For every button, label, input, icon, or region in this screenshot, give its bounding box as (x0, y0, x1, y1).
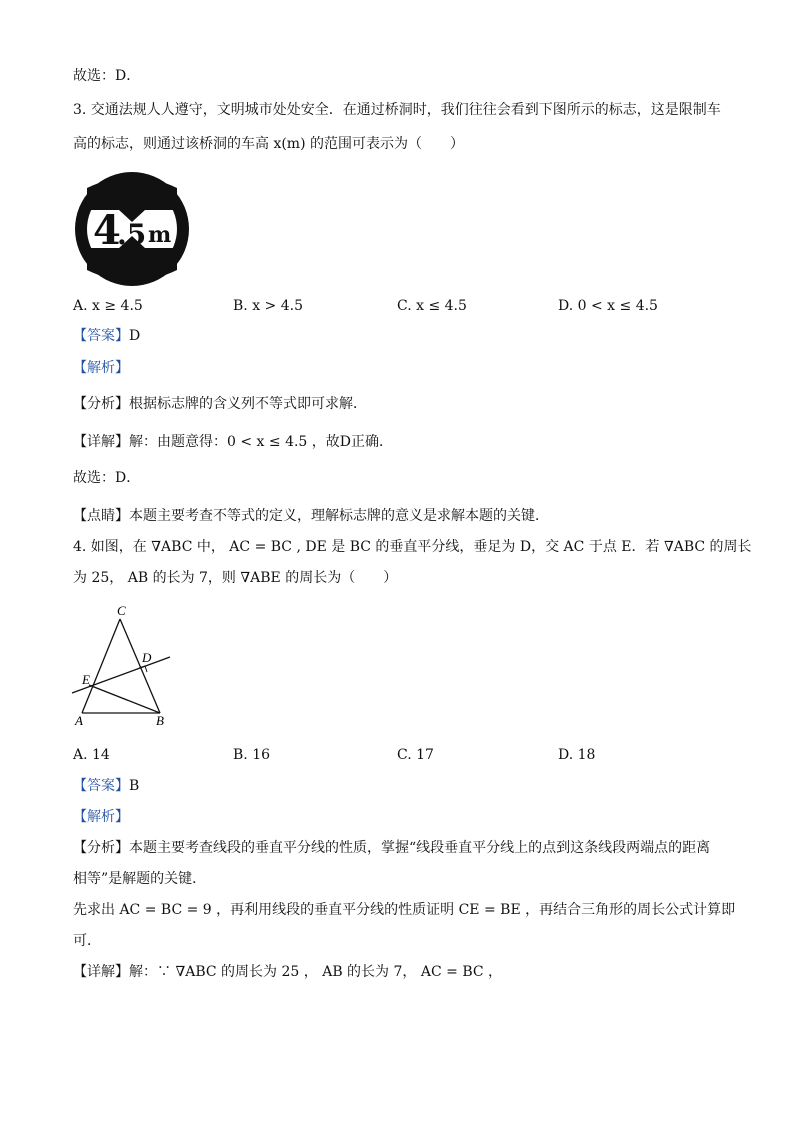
q4-stem-line2: 为 25， AB 的长为 7，则 ∇ABE 的周长为（ ） (73, 570, 398, 586)
q3-choose-line: 故选：D． (73, 470, 141, 486)
q3-fenxi-row (73, 394, 367, 414)
label-b: B (156, 713, 164, 728)
triangle-figure (70, 603, 178, 728)
q3-answer-value: D (129, 328, 141, 344)
q4-method-line1: 先求出 AC = BC = 9 ，再利用线段的垂直平分线的性质证明 CE = BE ，再结合三角形的周长公式计算即 (73, 902, 736, 918)
q3-analysis-row (73, 358, 129, 378)
q3-detail-row (73, 432, 393, 452)
segment-ca (82, 619, 120, 713)
label-c: C (117, 603, 126, 618)
q3-stem-line1: 3. 交通法规人人遵守，文明城市处处安全．在通过桥洞时，我们往往会看到下图所示的标志，这是限制车 (73, 102, 721, 118)
q4-fenxi-line2: 相等”是解题的关键． (73, 871, 207, 887)
label-e: E (82, 672, 90, 687)
q2-answer-line: 故选：D． (73, 68, 141, 84)
q4-analysis-row (73, 807, 129, 827)
height-limit-sign (73, 170, 191, 288)
q4-option-b: B. 16 (233, 747, 271, 763)
sign-unit: m (148, 222, 172, 248)
label-a: A (75, 713, 83, 728)
q3-option-b: B. x > 4.5 (233, 298, 303, 314)
q3-fenxi-tag: 【分析】 (73, 396, 129, 412)
q4-detail-row (73, 962, 502, 982)
q4-fenxi-line1: 本题主要考查线段的垂直平分线的性质，掌握“线段垂直平分线上的点到这条线段两端点的距离 (129, 840, 711, 856)
q3-dianjing-row (73, 506, 549, 526)
q3-option-c: C. x ≤ 4.5 (397, 298, 467, 314)
q4-analysis-tag: 【解析】 (73, 809, 129, 825)
q3-dianjing-tag: 【点睛】 (73, 508, 129, 524)
q3-detail-text: 解：由题意得：0 < x ≤ 4.5 ，故D正确． (129, 434, 394, 450)
sign-decimal: .5 (117, 218, 147, 251)
q3-option-a: A. x ≥ 4.5 (73, 298, 143, 314)
q4-detail-tag: 【详解】 (73, 964, 129, 980)
q3-option-d: D. 0 < x ≤ 4.5 (558, 298, 658, 314)
q3-detail-tag: 【详解】 (73, 434, 129, 450)
q4-option-c: C. 17 (397, 747, 434, 763)
q3-analysis-tag: 【解析】 (73, 360, 129, 376)
q4-option-d: D. 18 (558, 747, 596, 763)
q4-answer-tag: 【答案】 (73, 778, 129, 794)
q4-fenxi-tag: 【分析】 (73, 840, 129, 856)
q4-answer-value: B (129, 778, 140, 794)
q3-dianjing-text: 本题主要考查不等式的定义，理解标志牌的意义是求解本题的关键． (129, 508, 549, 524)
q4-answer-row (73, 776, 139, 796)
q3-answer-tag: 【答案】 (73, 328, 129, 344)
q3-stem-line2: 高的标志，则通过该桥洞的车高 x(m) 的范围可表示为（ ） (73, 136, 464, 152)
q3-fenxi-text: 根据标志牌的含义列不等式即可求解． (129, 396, 367, 412)
q4-option-a: A. 14 (73, 747, 110, 763)
sign-number: 4 (93, 207, 121, 254)
q3-answer-row (73, 326, 140, 346)
q4-fenxi-row (73, 838, 710, 858)
q4-detail-text: 解：∵ ∇ABC 的周长为 25 ， AB 的长为 7， AC = BC ， (129, 964, 503, 980)
q4-stem-line1: 4. 如图，在 ∇ABC 中， AC = BC , DE 是 BC 的垂直平分线，垂足为 D，交 AC 于点 E．若 ∇ABC 的周长 (73, 539, 752, 555)
q4-method-line2: 可． (73, 933, 101, 949)
label-d: D (142, 650, 152, 665)
